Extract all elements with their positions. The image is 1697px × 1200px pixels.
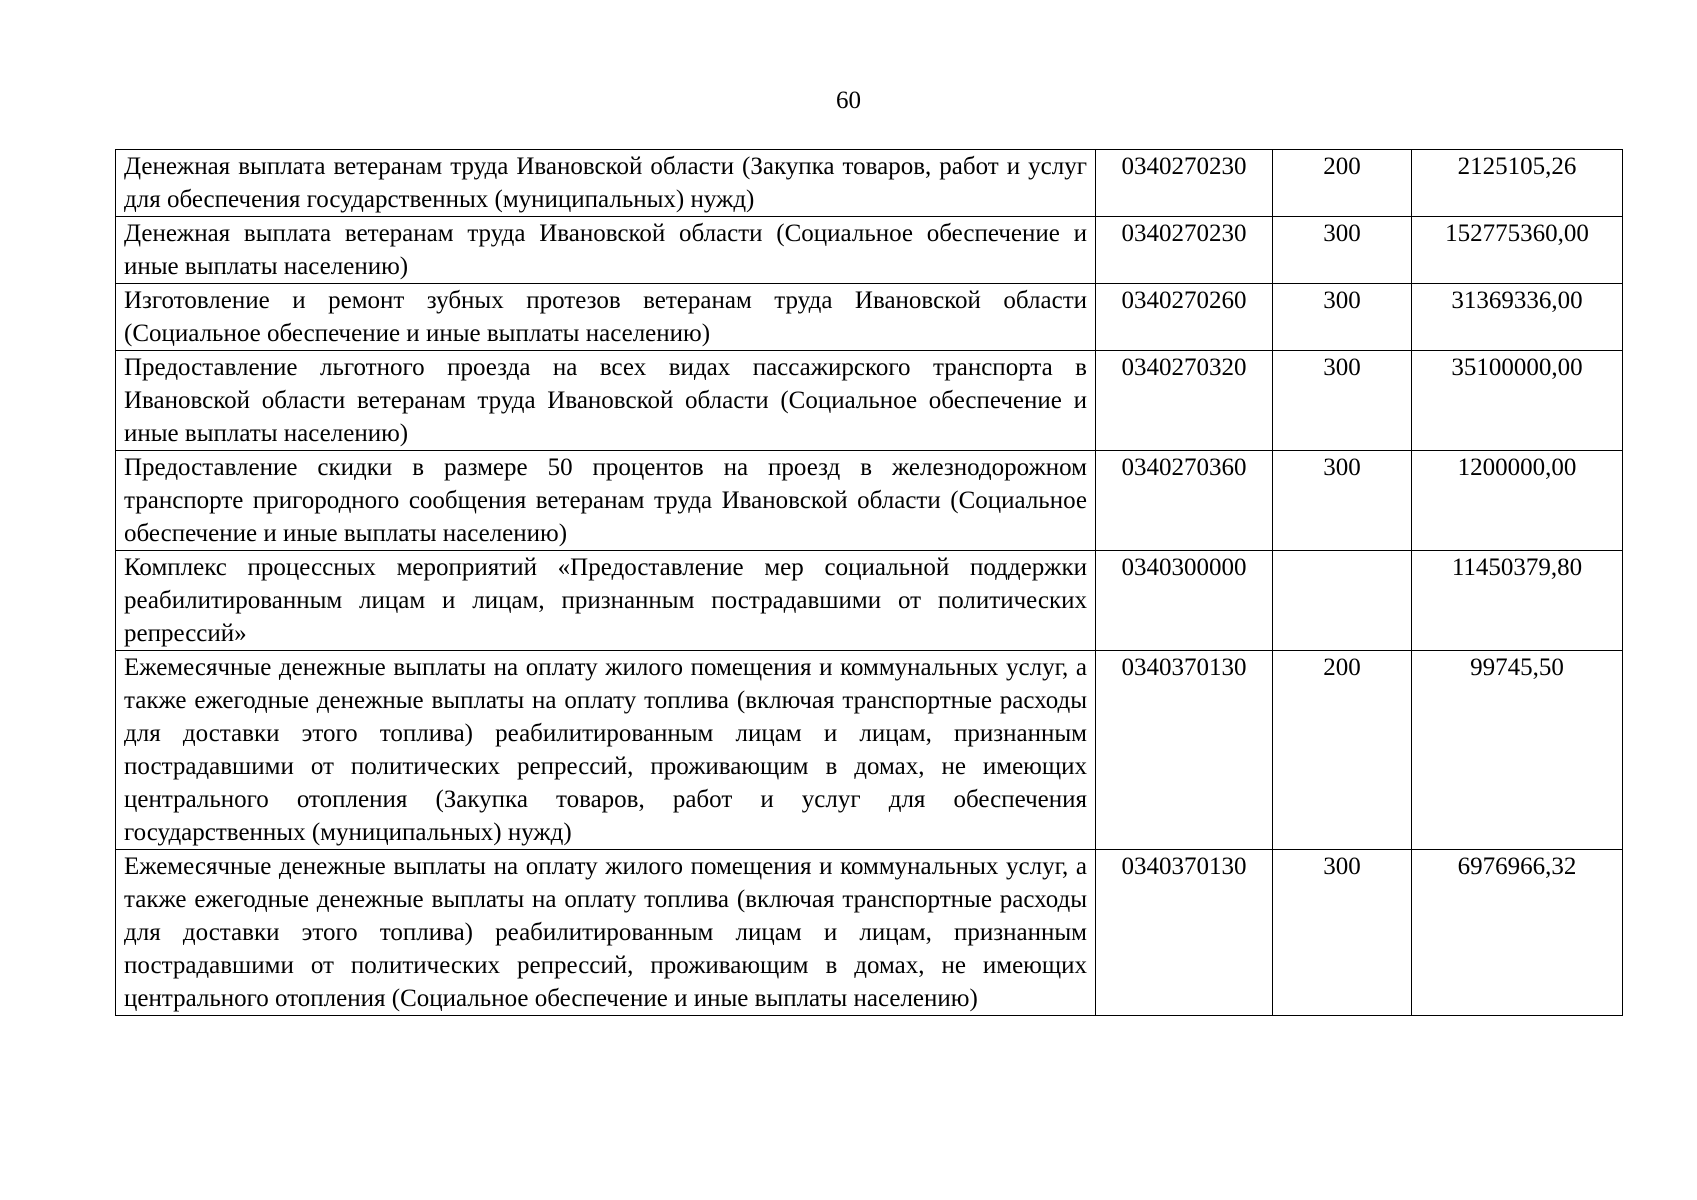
expense-type-code: 200 bbox=[1273, 150, 1412, 217]
amount: 6976966,32 bbox=[1412, 850, 1623, 1016]
table-row bbox=[116, 150, 1623, 217]
item-name: Предоставление льготного проезда на всех видах пассажирского транспорта в Ивановской области ветеранам труда Ивановской области (Социальное обеспечение и иные выплаты населению) bbox=[116, 351, 1096, 451]
amount: 31369336,00 bbox=[1412, 284, 1623, 351]
amount: 11450379,80 bbox=[1412, 551, 1623, 651]
item-name: Ежемесячные денежные выплаты на оплату жилого помещения и коммунальных услуг, а также ежегодные денежные выплаты на оплату топлива (включая транспортные расходы для доставки этого топлива) реабилитированным лицам и лицам, признанным пострадавшими от политических репрессий, проживающим в домах, не имеющих центрального отопления (Закупка товаров, работ и услуг для обеспечения государственных (муниципальных) нужд) bbox=[116, 651, 1096, 850]
item-name: Ежемесячные денежные выплаты на оплату жилого помещения и коммунальных услуг, а также ежегодные денежные выплаты на оплату топлива (включая транспортные расходы для доставки этого топлива) реабилитированным лицам и лицам, признанным пострадавшими от политических репрессий, проживающим в домах, не имеющих центрального отопления (Социальное обеспечение и иные выплаты населению) bbox=[116, 850, 1096, 1016]
target-article-code: 0340370130 bbox=[1096, 850, 1273, 1016]
budget-table bbox=[115, 149, 1623, 1016]
table-row bbox=[116, 551, 1623, 651]
item-name: Денежная выплата ветеранам труда Ивановской области (Социальное обеспечение и иные выплаты населению) bbox=[116, 217, 1096, 284]
target-article-code: 0340270230 bbox=[1096, 150, 1273, 217]
table-row bbox=[116, 217, 1623, 284]
amount: 99745,50 bbox=[1412, 651, 1623, 850]
item-name: Предоставление скидки в размере 50 процентов на проезд в железнодорожном транспорте пригородного сообщения ветеранам труда Ивановской области (Социальное обеспечение и иные выплаты населению) bbox=[116, 451, 1096, 551]
table-row bbox=[116, 451, 1623, 551]
amount: 35100000,00 bbox=[1412, 351, 1623, 451]
amount: 152775360,00 bbox=[1412, 217, 1623, 284]
expense-type-code: 300 bbox=[1273, 284, 1412, 351]
target-article-code: 0340300000 bbox=[1096, 551, 1273, 651]
table-row bbox=[116, 850, 1623, 1016]
table-row bbox=[116, 351, 1623, 451]
amount: 2125105,26 bbox=[1412, 150, 1623, 217]
expense-type-code: 300 bbox=[1273, 850, 1412, 1016]
target-article-code: 0340370130 bbox=[1096, 651, 1273, 850]
expense-type-code: 300 bbox=[1273, 217, 1412, 284]
table-row bbox=[116, 651, 1623, 850]
item-name: Денежная выплата ветеранам труда Ивановской области (Закупка товаров, работ и услуг для обеспечения государственных (муниципальных) нужд) bbox=[116, 150, 1096, 217]
expense-type-code bbox=[1273, 551, 1412, 651]
item-name: Изготовление и ремонт зубных протезов ветеранам труда Ивановской области (Социальное обеспечение и иные выплаты населению) bbox=[116, 284, 1096, 351]
expense-type-code: 200 bbox=[1273, 651, 1412, 850]
target-article-code: 0340270360 bbox=[1096, 451, 1273, 551]
item-name: Комплекс процессных мероприятий «Предоставление мер социальной поддержки реабилитированным лицам и лицам, признанным пострадавшими от политических репрессий» bbox=[116, 551, 1096, 651]
target-article-code: 0340270320 bbox=[1096, 351, 1273, 451]
target-article-code: 0340270230 bbox=[1096, 217, 1273, 284]
expense-type-code: 300 bbox=[1273, 351, 1412, 451]
target-article-code: 0340270260 bbox=[1096, 284, 1273, 351]
amount: 1200000,00 bbox=[1412, 451, 1623, 551]
expense-type-code: 300 bbox=[1273, 451, 1412, 551]
page-number: 60 bbox=[836, 87, 861, 114]
table-row bbox=[116, 284, 1623, 351]
